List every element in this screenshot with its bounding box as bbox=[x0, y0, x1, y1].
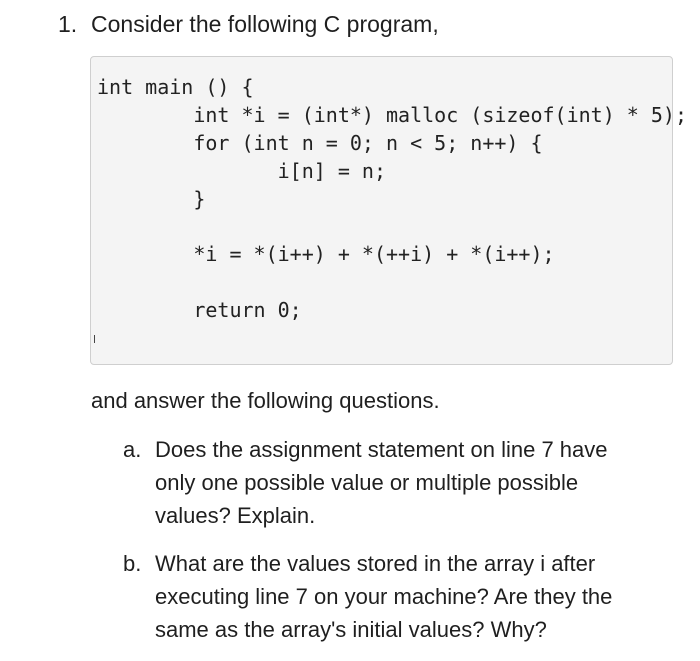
sub-question-line: values? Explain. bbox=[155, 503, 316, 528]
sub-question-line: executing line 7 on your machine? Are they the bbox=[155, 584, 613, 609]
sub-question-label: a. bbox=[123, 437, 142, 462]
question-text: Consider the following C program, bbox=[91, 11, 439, 37]
code-line: i[n] = n; bbox=[97, 159, 386, 183]
code-line: *i = *(i++) + *(++i) + *(i++); bbox=[97, 242, 555, 266]
question-number: 1. bbox=[58, 11, 78, 37]
code-line: } bbox=[97, 187, 206, 211]
sub-question-label: b. bbox=[123, 551, 142, 576]
code-line: for (int n = 0; n < 5; n++) { bbox=[97, 131, 543, 155]
follow-text: and answer the following questions. bbox=[91, 388, 440, 413]
code-line: return 0; bbox=[97, 298, 302, 322]
code-line: int main () { bbox=[97, 75, 254, 99]
text-caret bbox=[94, 335, 95, 343]
sub-question-line: Does the assignment statement on line 7 have bbox=[155, 437, 608, 462]
code-block bbox=[90, 56, 688, 365]
code-line: int *i = (int*) malloc (sizeof(int) * 5); bbox=[97, 103, 688, 127]
sub-question-line: What are the values stored in the array i after bbox=[155, 551, 596, 576]
sub-question-line: only one possible value or multiple possible bbox=[155, 470, 579, 495]
sub-question-line: same as the array's initial values? Why? bbox=[155, 617, 547, 642]
